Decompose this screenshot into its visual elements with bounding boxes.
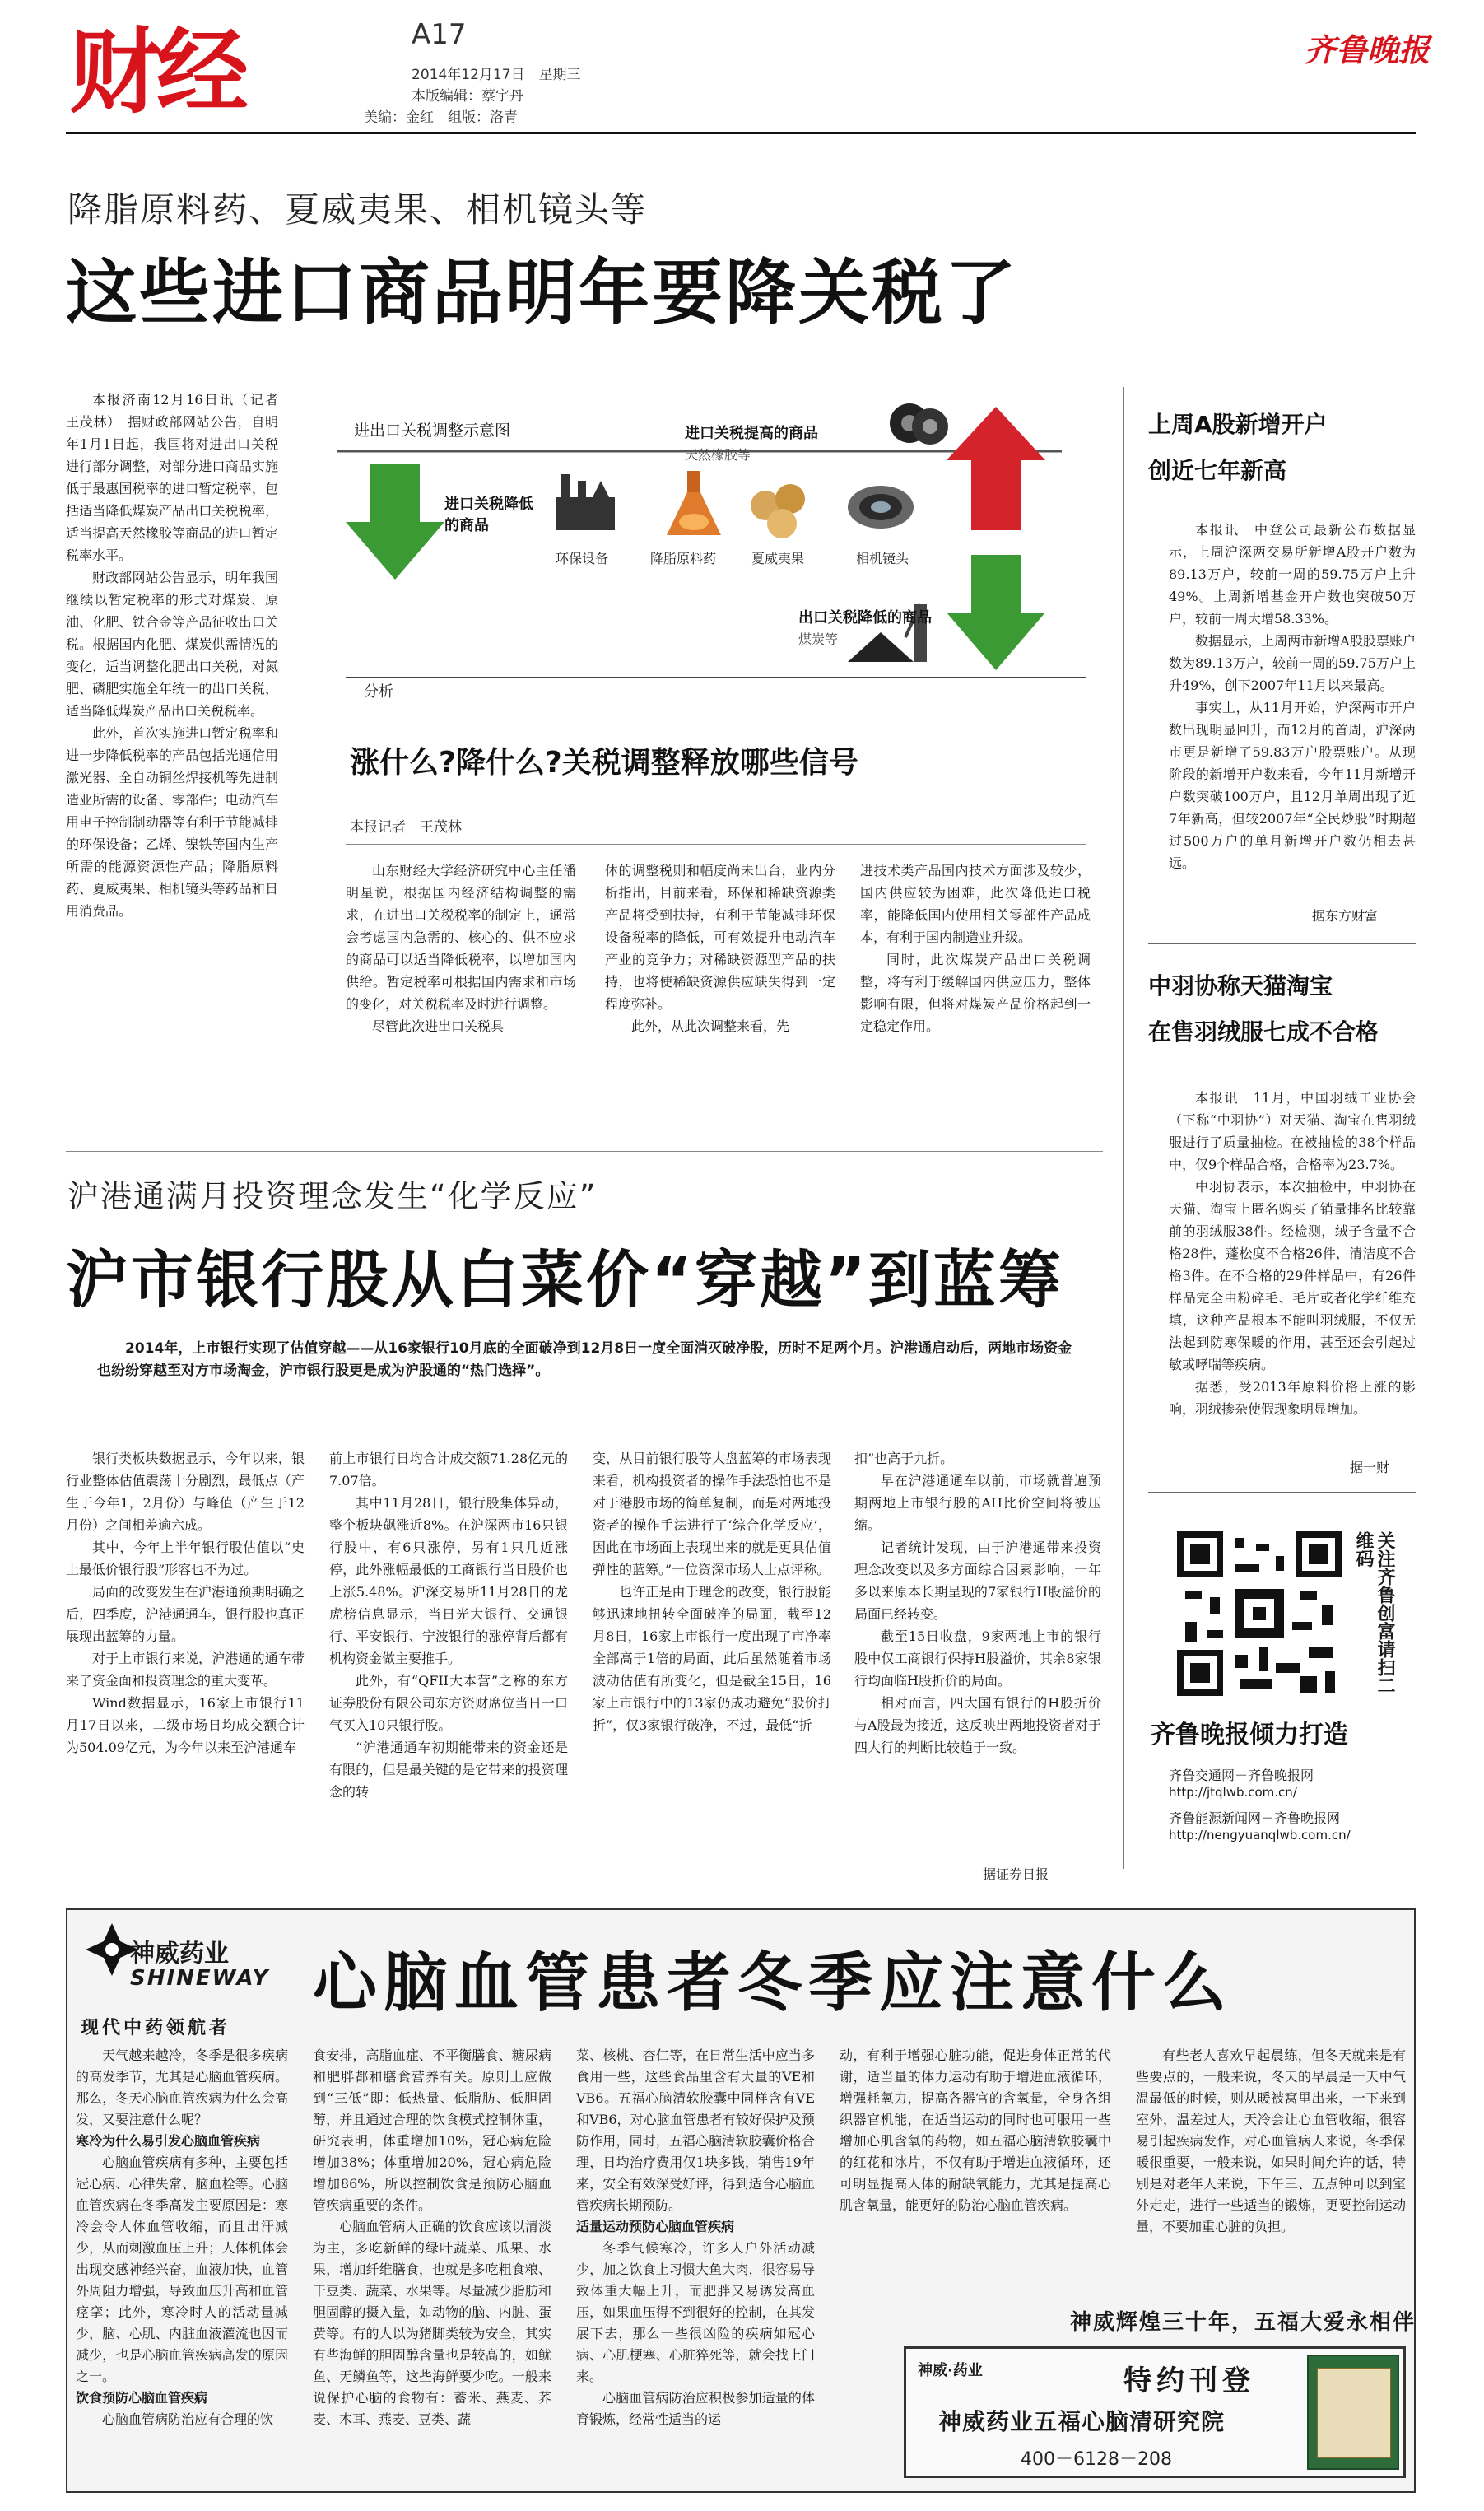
tire-icon (890, 403, 948, 445)
second-para: 银行类板块数据显示，今年以来，银行业整体估值震荡十分剧烈，最低点（产生于今年1，2月份）与峰值（产生于12月份）之间相差逾六成。 (66, 1451, 305, 1533)
side2-body (1169, 1087, 1416, 1474)
section-title-text: 财经 (69, 19, 244, 126)
section-title (66, 19, 337, 126)
ad-para: 有些老人喜欢早起晨练，但冬天就来是有些要点的，一般来说，冬天的早晨是一天中气温最低的时候，则从暖被窝里出来，一下来到室外，温差过大，天冷会让心血管收缩，很容易引起疾病发作，对心血管病人来说，冬季保暖很重要，一般来说，如果时间允许的话，特别是对老年人来说，下午三、五点钟可以到室外走走，进行一些适当的锻炼，更要控制运动量，不要加重心脏的负担。 (1136, 2047, 1406, 2234)
analysis-column-1 (346, 860, 576, 1106)
ad-para: 心脑血管疾病有多种，主要包括冠心病、心律失常、脑血栓等。心脑血管疾病在冬季高发主要原因是：寒冷会令人体血管收缩，而且出汗减少，从而刺激血压上升；人体机体会出现交感神经兴奋，血液加快，血管外周阻力增强，导致血压升高和血管痉挛；此外，寒冷时人的活动量减少，脑、心肌、内脏血液灌流也因而减少，也是心脑血管疾病高发的原因之一。 (76, 2155, 288, 2384)
brand-logo: 齐鲁晚报 (1305, 31, 1431, 68)
diagram-up-item: 天然橡胶等 (685, 447, 751, 463)
ad-brand-en: SHINEWAY (130, 1966, 270, 1991)
side2-para: 中羽协表示，本次抽检中，中羽协在天猫、淘宝上匿名购买了销量排名比较靠前的羽绒服38件。经检测，绒子含量不合格28件，蓬松度不合格26件，清洁度不合格3件。在不合格的29件样品中，有26件样品完全由粉碎毛、毛片或者化学纤维充填，这种产品根本不能叫羽绒服，不仅无法起到防寒保暖的作用，甚至还会引起过敏或哮喘等疾病。 (1169, 1179, 1416, 1372)
ad-subhead: 饮食预防心脑血管疾病 (76, 2390, 208, 2406)
second-column-4 (854, 1447, 1101, 1859)
lead-para: 本报济南12月16日讯（记者 王茂林） 据财政部网站公告，自明年1月1日起，我国将对进出口关税进行部分调整，对部分进口商品实施低于最惠国税率的进口暂定税率，包括适当降低煤炭产品出口关税税率，适当提高天然橡胶等商品的进口暂定税率水平。 (66, 392, 292, 563)
side2-para: 据悉，受2013年原料价格上涨的影响，羽绒掺杂使假现象明显增加。 (1169, 1379, 1416, 1417)
sponsor-tag: 特约刊登 (1123, 2364, 1255, 2397)
second-para: 其中11月28日，银行股集体异动，整个板块飙涨近8%。在沪深两市16只银行股中，有6只涨停，另有1只几近涨停，此外涨幅最低的工商银行当日股价也上涨5.48%。沪深交易所11月28日的龙虎榜信息显示，当日光大银行、交通银行、平安银行、宁波银行的涨停背后都有机构资金做主要推手。 (329, 1495, 568, 1666)
ad-para: 心脑血管病人正确的饮食应该以清淡为主，多吃新鲜的绿叶蔬菜、瓜果、水果，增加纤维膳食，也就是多吃粗食粮、干豆类、蔬菜、水果等。尽量减少脂肪和胆固醇的摄入量，如动物的脑、内脏、蛋黄等。有的人以为猪脚类较为安全，其实有些海鲜的胆固醇含量也是较高的，如鱿鱼、无鳞鱼等，这些海鲜要少吃。一般来说保护心脑的食物有：蓄米、燕麦、荞麦、木耳、燕麦、豆类、蔬 (313, 2219, 551, 2427)
second-para: Wind数据显示，16家上市银行11月17日以来，二级市场日均成交额合计为504.09亿元，为今年以来至沪港通车 (66, 1695, 305, 1755)
lead-headline: 这些进口商品明年要降关税了 (66, 252, 1018, 334)
green-down-arrow-left (346, 464, 444, 580)
second-para: 记者统计发现，由于沪港通带来投资理念改变以及多方面综合因素影响，一年多以来原本长期呈现的7家银行H股溢价的局面已经转变。 (854, 1540, 1101, 1622)
side1-para: 事实上，从11月开始，沪深两市开户数出现明显回升，而12月的首周，沪深两市更是新增了59.83万户股票账户。从现阶段的新增开户数来看，今年11月新增开户数突破100万户，且12月单周出现了近7年新高，但较2007年“全民炒股”时期超过500万户的单月新增开户数仍相去甚远。 (1169, 700, 1416, 871)
analysis-para: 体的调整税则和幅度尚未出台，业内分析指出，目前来看，环保和稀缺资源类产品将受到扶持，有利于节能减排环保设备税率的降低，可有效提升电动汽车产业的竞争力；对稀缺资源型产品的扶持，也将使稀缺资源供应缺失得到一定程度弥补。 (605, 863, 835, 1012)
qr-caption: 关注齐鲁创富请扫二维码 (1353, 1531, 1395, 1694)
ad-para: 心脑血管病防治应有合理的饮 (102, 2411, 274, 2427)
side1-body (1169, 519, 1416, 930)
qr-code[interactable] (1177, 1531, 1342, 1696)
sidebar-divider (1123, 387, 1124, 1869)
ad-para: 菜、核桃、杏仁等，在日常生活中应当多食用一些，这些食品里含有大量的VE和VB6。五福心脑清软胶囊中同样含有VE和VB6，对心脑血管患者有较好保护及预防作用，同时，五福心脑清软胶囊价格合理，日均治疗费用仅1块多钱，销售19年来，安全有效深受好评，得到适合心脑血管疾病长期预防。 (576, 2047, 815, 2213)
side1-title-2: 创近七年新高 (1148, 457, 1287, 484)
analysis-tag: 分析 (364, 683, 393, 701)
ad-headline: 心脑血管患者冬季应注意什么 (313, 1946, 1234, 2020)
second-para: 对于上市银行来说，沪港通的通车带来了资金面和投资理念的重大变革。 (66, 1651, 305, 1689)
qr-code-image (1177, 1531, 1342, 1696)
side1-title-1: 上周A股新增开户 (1148, 411, 1328, 438)
product-label: 相机镜头 (855, 551, 909, 566)
second-column-2 (329, 1447, 568, 1892)
analysis-para: 同时，此次煤炭产品出口关税调整，将有利于缓解国内供应压力，整体影响有限，但将对煤炭产品价格起到一定稳定作用。 (860, 952, 1091, 1034)
macadamia-icon (751, 484, 805, 538)
green-down-arrow-right (947, 555, 1045, 670)
product-box-image (1307, 2355, 1399, 2470)
diagram-up-label: 进口关税提高的商品 (685, 425, 818, 442)
second-headline: 沪市银行股从白菜价“穿越”到蓝筹 (66, 1243, 1063, 1316)
second-para: 也许正是由于理念的改变，银行股能够迅速地扭转全面破净的局面，截至12月8日，16家上市银行一度出现了市净率全部高于1倍的局面，此后虽然随着市场波动估值有所变化，但是截至15日，16家上市银行中的13家仍成功避免“股价打折”，仅3家银行破净，不过，最低“折 (593, 1584, 831, 1733)
ad-column-2 (313, 2045, 551, 2485)
ad-para: 冬季气候寒冷，许多人户外活动减少，加之饮食上习惯大鱼大肉，很容易导致体重大幅上升，而肥胖又易诱发高血压，如果血压得不到很好的控制，在其发展下去，那么一些很凶险的疾病如冠心病、心肌梗塞、心脏猝死等，就会找上门来。 (576, 2240, 815, 2384)
flask-icon (667, 471, 721, 535)
side-rule (1148, 943, 1416, 944)
editor-line: 本版编辑：蔡宇丹 (412, 88, 523, 105)
ad-column-1 (76, 2045, 288, 2485)
ad-para: 心脑血管病防治应积极参加适量的体育锻炼，经常性适当的运 (576, 2390, 815, 2427)
second-source: 据证券日报 (983, 1866, 1049, 1882)
section-title-logo (66, 19, 337, 126)
side1-para: 本报讯 中登公司最新公布数据显示，上周沪深两交易所新增A股开户数为89.13万户，较前一周的59.75万户上升49%。上周新增基金开户数也突破50万户，较前一周大增58.33%。 (1169, 522, 1416, 627)
analysis-top-rule (346, 677, 1086, 678)
second-para: 变，从目前银行股等大盘蓝筹的市场表现来看，机构投资者的操作手法恐怕也不是对于港股市场的简单复制，而是对两地投资者的操作手法进行了‘综合化学反应’，因此在市场面上表现出来的就是更具估值弹性的蓝筹。”一位资深市场人士点评称。 (593, 1451, 831, 1577)
ad-column-4 (840, 2045, 1111, 2284)
product-label: 夏威夷果 (751, 551, 804, 566)
product-label: 降脂原料药 (649, 551, 716, 566)
analysis-rule (346, 844, 1086, 845)
factory-icon (556, 474, 615, 530)
ad-column-3 (576, 2045, 815, 2485)
red-up-arrow (947, 407, 1045, 530)
side2-source: 据一财 (1350, 1460, 1390, 1475)
second-intro-text: 2014年，上市银行实现了估值穿越——从16家银行10月底的全面破净到12月8日一度全面消灭破净股，历时不足两个月。沪港通启动后，两地市场资金也纷纷穿越至对方市场淘金，沪市银行股更是成为沪股通的“热门选择”。 (97, 1340, 1072, 1379)
analysis-para: 进技术类产品国内技术方面涉及较少，国内供应较为困难，此次降低进口税率，能降低国内使用相关零部件产品成本，有利于国内制造业升级。 (860, 863, 1091, 945)
lead-para: 财政部网站公告显示，明年我国继续以暂定税率的形式对煤炭、原油、化肥、铁合金等产品征收出口关税。根据国内化肥、煤炭供需情况的变化，适当调整化肥出口关税，对氮肥、磷肥实施全年统一的出口关税，适当降低煤炭产品出口关税税率。 (66, 570, 278, 719)
analysis-title: 涨什么?降什么?关税调整释放哪些信号 (350, 746, 858, 780)
ad-subhead: 适量运动预防心脑血管疾病 (576, 2219, 735, 2234)
site2-name: 齐鲁能源新闻网－齐鲁晚报网 (1169, 1810, 1341, 1826)
second-column-1 (66, 1447, 305, 1892)
analysis-para: 此外，从此次调整来看，先 (631, 1018, 790, 1034)
side1-source: 据东方财富 (1312, 908, 1379, 924)
second-column-3 (593, 1447, 831, 1892)
lead-column-1 (66, 389, 292, 1113)
side2-title-1: 中羽协称天猫淘宝 (1148, 972, 1333, 999)
ad-column-5 (1136, 2045, 1406, 2284)
second-para: 前上市银行日均合计成交额71.28亿元的7.07倍。 (329, 1451, 568, 1488)
site1-name: 齐鲁交通网－齐鲁晚报网 (1169, 1768, 1314, 1783)
analysis-column-3 (860, 860, 1091, 1106)
sponsor-brand: 神威·药业 (918, 2362, 983, 2379)
diagram-title: 进出口关税调整示意图 (354, 422, 511, 440)
ad-brand-cn: 神威药业 (130, 1940, 229, 1968)
ad-slogan: 神威辉煌三十年，五福大爱永相伴 (1070, 2310, 1417, 2335)
sponsor-name: 神威药业五福心脑清研究院 (938, 2408, 1226, 2435)
diagram-export-item: 煤炭等 (798, 631, 839, 647)
page-number: A17 (412, 18, 467, 51)
lens-icon (848, 486, 914, 529)
qr-promo: 齐鲁晚报倾力打造 (1151, 1721, 1348, 1749)
second-para: 早在沪港通通车以前，市场就普遍预期两地上市银行股的AH比价空间将被压缩。 (854, 1473, 1101, 1533)
diagram-export-label: 出口关税降低的商品 (798, 609, 932, 627)
sponsor-phone: 400－6128－208 (1021, 2449, 1172, 2470)
second-para: 截至15日收盘，9家两地上市的银行股中仅工商银行保持H股溢价，其余8家银行均面临H股折价的局面。 (854, 1628, 1101, 1689)
second-kicker: 沪港通满月投资理念发生“化学反应” (67, 1178, 598, 1214)
analysis-para: 山东财经大学经济研究中心主任潘明星说，根据国内经济结构调整的需求，在进出口关税税率的制定上，通常会考虑国内急需的、核心的、供不应求的商品可以适当降低税率，以增加国内供给。暂定税率可根据国内需求和市场的变化，对关税税率及时进行调整。 (346, 863, 576, 1012)
ad-tagline: 现代中药领航者 (81, 2018, 231, 2038)
diagram-down-label: 进口关税降低的商品 (444, 496, 533, 534)
lead-para: 此外，首次实施进口暂定税率和进一步降低税率的产品包括光通信用激光器、全自动铜丝焊接机等先进制造业所需的设备、零部件；电动汽车用电子控制制动器等有利于节能减排的环保设备；乙烯、镍铁等国内生产所需的能源资源性产品；降脂原料药、夏威夷果、相机镜头等药品和日用消费品。 (66, 725, 278, 919)
second-intro (97, 1338, 1085, 1382)
analysis-column-2 (605, 860, 835, 1106)
site2-url[interactable]: http://nengyuanqlwb.com.cn/ (1169, 1828, 1351, 1842)
analysis-byline: 本报记者 王茂林 (350, 819, 462, 836)
masthead-rule (66, 132, 1416, 134)
ad-para: 食安排，高脂血症、不平衡膳食、糖尿病和肥胖都和膳食营养有关。原则上应做到“三低”即：低热量、低脂肪、低胆固醇，并且通过合理的饮食模式控制体重，研究表明，体重增加10%，冠心病危险增加38%；体重增加20%，冠心病危险增加86%，所以控制饮食是预防心脑血管疾病重要的条件。 (313, 2047, 551, 2213)
second-para: 扣”也高于九折。 (854, 1451, 954, 1466)
design-line: 美编：金红 组版：洛青 (364, 109, 518, 126)
second-top-rule (66, 1151, 1103, 1152)
site1-url[interactable]: http://jtqlwb.com.cn/ (1169, 1785, 1297, 1800)
second-para: 其中，今年上半年银行股估值以“史上最低价银行股”形容也不为过。 (66, 1540, 305, 1577)
side2-title-2: 在售羽绒服七成不合格 (1148, 1018, 1379, 1046)
product-label: 环保设备 (555, 551, 608, 566)
qr-top-rule (1148, 1492, 1416, 1493)
ad-para: 动，有利于增强心脏功能，促进身体正常的代谢，适当量的体力运动有助于增进血液循环，增强耗氧力，提高各器官的含氧量，全身各组织器官机能，在适当运动的同时也可服用一些增加心肌含氧的药物，如五福心脑清软胶囊中的红花和冰片，不仅有助于增进血液循环，还可明显提高人体的耐缺氧能力，尤其是提高心肌含氧量，能更好的防治心脑血管疾病。 (840, 2047, 1111, 2213)
ad-subhead: 寒冷为什么易引发心脑血管疾病 (76, 2133, 261, 2149)
product-box-label (1317, 2368, 1391, 2458)
side1-para: 数据显示，上周两市新增A股股票账户数为89.13万户，较前一周的59.75万户上升49%，创下2007年11月以来最高。 (1169, 633, 1416, 693)
ad-para: 天气越来越冷，冬季是很多疾病的高发季节，尤其是心脑血管疾病。那么，冬天心脑血管疾病为什么会高发，又要注意什么呢？ (76, 2047, 288, 2127)
side2-para: 本报讯 11月，中国羽绒工业协会（下称“中羽协”）对天猫、淘宝在售羽绒服进行了质量抽检。在被抽检的38个样品中，仅9个样品合格，合格率为23.7%。 (1169, 1090, 1416, 1172)
second-para: 相对而言，四大国有银行的H股折价与A股最为接近，这反映出两地投资者对于四大行的判断比较趋于一致。 (854, 1695, 1101, 1755)
date-line: 2014年12月17日 星期三 (412, 67, 581, 83)
second-para: 此外，有“QFII大本营”之称的东方证券股份有限公司东方资财席位当日一口气买入10只银行股。 (329, 1673, 568, 1733)
second-para: “沪港通通车初期能带来的资金还是有限的，但是最关键的是它带来的投资理念的转 (329, 1740, 568, 1800)
lead-kicker: 降脂原料药、夏威夷果、相机镜头等 (67, 189, 648, 230)
analysis-para: 尽管此次进出口关税具 (372, 1018, 505, 1034)
second-para: 局面的改变发生在沪港通预期明确之后，四季度，沪港通通车，银行股也真正展现出蓝筹的力量。 (66, 1584, 305, 1644)
